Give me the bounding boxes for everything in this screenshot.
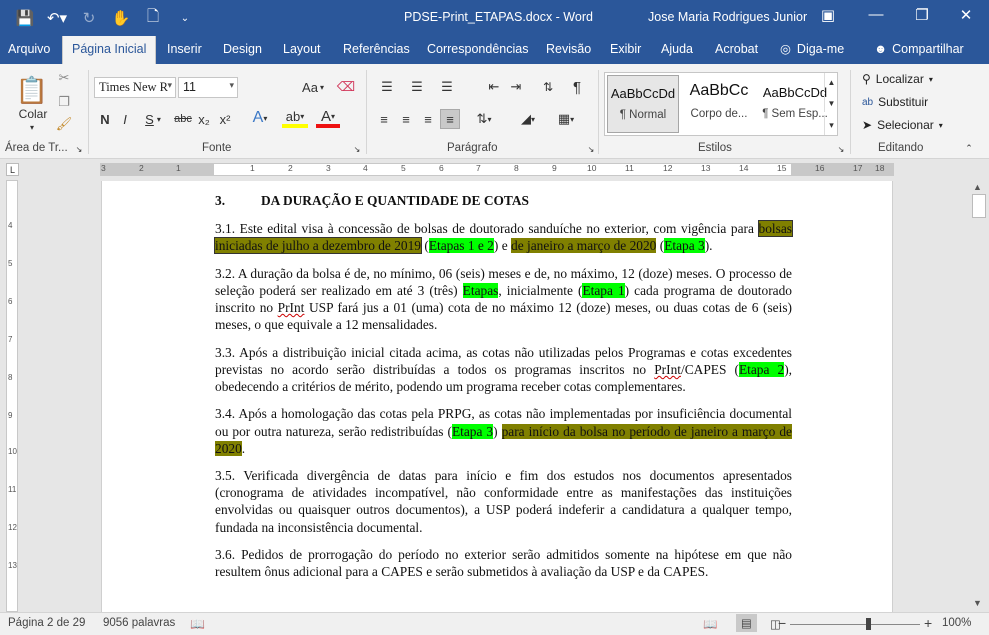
paragraph-launcher-icon[interactable]: ↘	[587, 144, 595, 154]
highlighted-text: Etapas	[462, 282, 499, 298]
ruler-num: 16	[815, 163, 825, 173]
left-margin	[101, 164, 214, 175]
bullets-icon[interactable]: ☰	[381, 79, 393, 94]
chevron-down-icon: ▾	[167, 81, 172, 91]
underline-label: S	[145, 111, 154, 127]
minimize-icon[interactable]: —	[868, 6, 884, 23]
ruler-num: 7	[476, 163, 481, 173]
replace-icon: ab	[862, 96, 874, 108]
tell-me-label: Diga-me	[796, 42, 845, 56]
ribbon-tabs	[0, 36, 989, 64]
text-run: )	[493, 423, 502, 439]
paste-dropdown-icon[interactable]: ▾	[29, 122, 34, 132]
tab-design[interactable]: Design	[223, 42, 262, 56]
styles-group-label: Estilos	[698, 142, 732, 154]
ruler-num: 13	[701, 163, 711, 173]
editing-group-label: Editando	[878, 142, 924, 154]
ribbon-display-icon[interactable]: ▣	[820, 7, 836, 24]
line-spacing-icon[interactable]: ⇅ ▾	[476, 111, 492, 126]
share-label: Compartilhar	[892, 42, 964, 56]
highlighted-text: Etapa 2	[738, 361, 785, 377]
customize-qat-icon[interactable]: ⌄	[180, 12, 190, 24]
tab-inserir[interactable]: Inserir	[167, 42, 202, 56]
ruler-num: 4	[363, 163, 368, 173]
status-bar	[0, 612, 989, 635]
ruler-num: 15	[777, 163, 787, 173]
format-painter-icon[interactable]: 🖌	[55, 116, 73, 131]
tell-me[interactable]	[780, 36, 844, 64]
save-icon[interactable]: 💾	[15, 10, 35, 27]
highlighted-text: Etapa 3	[664, 238, 705, 254]
document-body[interactable]	[215, 192, 792, 591]
scroll-thumb[interactable]	[972, 194, 986, 218]
ruler-num: 7	[8, 335, 13, 344]
highlighted-text: Etapa 3	[451, 423, 494, 439]
italic-button[interactable]: I	[123, 111, 127, 127]
zoom-in-icon[interactable]: +	[924, 615, 933, 631]
tab-correspondencias[interactable]: Correspondências	[427, 42, 529, 56]
document-page[interactable]	[101, 181, 893, 612]
paragraph-3-2	[215, 265, 792, 333]
style-name: Corpo de...	[690, 108, 748, 120]
style-name: ¶ Sem Esp...	[762, 108, 828, 120]
read-mode-icon[interactable]: 📖	[703, 619, 718, 631]
text-run: ), obedecendo a critérios de mérito, podendo um programa receber cotas complementares.	[215, 361, 793, 394]
increase-indent-icon[interactable]: ⇥	[510, 79, 522, 94]
clipboard-launcher-icon[interactable]: ↘	[75, 144, 83, 154]
ruler-num: 10	[8, 447, 17, 456]
web-layout-icon[interactable]: ◫	[770, 619, 781, 631]
paragraph-3-3	[215, 344, 792, 395]
align-left-icon[interactable]: ≡	[380, 111, 388, 127]
separator	[366, 70, 367, 154]
superscript-button[interactable]: x²	[219, 111, 231, 127]
ruler-num: 12	[8, 523, 17, 532]
tab-exibir[interactable]: Exibir	[610, 42, 642, 56]
change-case-label: Aa	[302, 79, 318, 95]
tab-ajuda[interactable]: Ajuda	[661, 42, 693, 56]
tab-pagina-inicial[interactable]: Página Inicial	[62, 36, 156, 64]
copy-icon[interactable]: ❐	[58, 94, 70, 109]
cursor-icon: ➤	[862, 118, 873, 132]
spelling-error-text: PrInt	[277, 299, 305, 315]
ruler-num: 8	[8, 373, 13, 382]
select-button[interactable]: ➤ Selecionar ▾	[862, 118, 943, 132]
subscript-button[interactable]: x₂	[198, 111, 210, 127]
font-name-combo[interactable]	[94, 77, 176, 98]
numbering-icon[interactable]: ☰	[411, 79, 423, 94]
style-body-text[interactable]	[683, 75, 755, 133]
search-icon: ⚲	[862, 72, 871, 86]
paragraph-3-4	[215, 405, 792, 456]
style-normal[interactable]	[607, 75, 679, 133]
ruler-num: 11	[625, 163, 634, 173]
style-preview: AaBbCc	[689, 82, 749, 99]
clipboard-group-label: Área de Tr...	[5, 142, 68, 154]
font-color-icon[interactable]: A ▾	[316, 108, 340, 128]
find-label: Localizar	[875, 72, 924, 86]
ruler-num: 14	[739, 163, 749, 173]
share-button[interactable]	[874, 36, 964, 64]
text-run: 3.1. Este edital visa à concessão de bolsas de doutorado sanduíche no exterior, com vigência para	[215, 221, 759, 237]
ruler-num: 13	[8, 561, 17, 570]
print-layout-icon[interactable]: ▤	[736, 614, 757, 632]
paragraph-3-1	[215, 220, 792, 254]
styles-launcher-icon[interactable]: ↘	[837, 144, 845, 154]
font-size-combo[interactable]	[178, 77, 238, 98]
scroll-up-icon[interactable]: ▲	[973, 182, 982, 192]
replace-button[interactable]	[862, 95, 928, 109]
text-run: /CAPES (	[681, 361, 739, 377]
font-name-value: Times New R	[99, 80, 168, 94]
text-run: .	[241, 440, 246, 456]
word-count[interactable]: 9056 palavras	[103, 617, 176, 629]
horizontal-ruler[interactable]	[100, 163, 894, 176]
ruler-num: 11	[8, 485, 17, 494]
ruler-num: 4	[8, 221, 13, 230]
tab-arquivo[interactable]: Arquivo	[8, 42, 51, 56]
ruler-num: 10	[587, 163, 597, 173]
ruler-num: 6	[439, 163, 444, 173]
heading-number: 3.	[215, 193, 226, 208]
tab-referencias[interactable]: Referências	[343, 42, 410, 56]
tab-selector-icon[interactable]: L	[6, 163, 19, 176]
style-preview: AaBbCcDd	[610, 86, 676, 101]
touch-mode-icon[interactable]: ✋	[111, 10, 131, 27]
quick-access-toolbar	[14, 8, 196, 28]
select-label: Selecionar	[877, 118, 934, 132]
paragraph-group-label: Parágrafo	[447, 142, 498, 154]
sort-icon[interactable]: ⇅	[542, 80, 554, 94]
separator	[598, 70, 599, 154]
text-run: 3.4. Após a homologação das cotas pela PRPG, as cotas não implementadas por insuficiência documental ou por outra natureza, serão redistribuídas (	[215, 406, 792, 439]
underline-button[interactable]: S ▾	[145, 111, 161, 127]
page-count[interactable]: Página 2 de 29	[8, 617, 86, 629]
ruler-num: 12	[663, 163, 673, 173]
borders-icon[interactable]: ▦ ▾	[557, 111, 575, 126]
chevron-down-icon: ▾	[229, 81, 234, 91]
tab-acrobat[interactable]: Acrobat	[715, 42, 759, 56]
paragraph-3-6: 3.6. Pedidos de prorrogação do período no exterior serão admitidos somente na hipótese em que não resultem ônus adicional para a CAPES e serão submetidos à avaliação da USP e da CAPES.	[215, 547, 792, 580]
replace-label: Substituir	[878, 95, 929, 109]
styles-gallery	[604, 72, 838, 136]
ruler-num: 17	[853, 163, 863, 173]
text-run: 3.3. Após a distribuição inicial citada acima, as cotas não utilizadas pelos Programas e cotas excedentes previstas no acordo serão distribuídas a todos os programas inscritos no	[215, 344, 792, 377]
text-run: (	[656, 238, 665, 254]
styles-scroll-down-icon[interactable]: ▼	[824, 94, 838, 112]
separator	[850, 70, 851, 154]
font-group-label: Fonte	[202, 142, 232, 154]
ruler-num: 5	[401, 163, 406, 173]
tab-revisao[interactable]: Revisão	[546, 42, 592, 56]
ruler-num: 18	[875, 163, 885, 173]
zoom-out-icon[interactable]: −	[778, 615, 787, 631]
multilevel-list-icon[interactable]: ☰	[441, 79, 453, 94]
person-icon: ☻	[874, 42, 888, 56]
ruler-num: 2	[288, 163, 293, 173]
spelling-error-text: PrInt	[654, 361, 681, 377]
align-right-icon[interactable]: ≡	[424, 111, 432, 127]
style-name: ¶ Normal	[619, 109, 667, 121]
text-run: , inicialmente (	[498, 282, 583, 298]
redo-icon[interactable]: ↻	[82, 10, 96, 27]
highlighted-text: Etapa 1	[582, 282, 625, 298]
ruler-num: 8	[514, 163, 519, 173]
highlighted-text: Etapas 1 e 2	[428, 238, 494, 254]
align-center-icon[interactable]: ≡	[402, 111, 410, 127]
bold-button[interactable]: N	[100, 111, 110, 127]
separator	[88, 70, 89, 154]
paste-label[interactable]: Colar	[18, 107, 48, 121]
highlighted-text: bolsas iniciadas de julho a dezembro de 2019	[215, 221, 792, 254]
text-run: ) cada programa de doutorado inscrito no	[215, 282, 793, 315]
undo-icon[interactable]: ↶▾	[46, 10, 68, 27]
ruler-num: 3	[326, 163, 331, 173]
user-name[interactable]: Jose Maria Rodrigues Junior	[648, 10, 808, 24]
shading-icon[interactable]: ◢ ▾	[520, 111, 535, 126]
ruler-num: 2	[139, 163, 144, 173]
justify-icon[interactable]: ≡	[440, 109, 460, 129]
ribbon	[0, 64, 989, 159]
highlighted-text: de janeiro a março de 2020	[511, 238, 657, 254]
heading-text: DA DURAÇÃO E QUANTIDADE DE COTAS	[261, 193, 529, 208]
find-button[interactable]: ⚲ Localizar ▾	[862, 72, 933, 86]
ruler-num: 9	[552, 163, 557, 173]
save-as-icon[interactable]: 🗋	[146, 7, 160, 25]
ruler-num: 1	[176, 163, 181, 173]
strikethrough-button[interactable]: abc	[174, 113, 192, 125]
collapse-ribbon-icon[interactable]: ⌃	[965, 142, 973, 153]
ruler-num: 9	[8, 411, 13, 420]
paragraph-3-5: 3.5. Verificada divergência de datas para início e fim dos estudos nos documentos apresentados (cronograma de atividades incompatível, não conformidade entre as manifestações das instituições envolvidas ou quaisquer outros documentos), a USP poderá indeferir a candidatura a qualquer tempo, fundada na inconsistência documental.	[215, 468, 792, 535]
clear-formatting-icon[interactable]: ⌫	[336, 79, 356, 94]
ruler-num: 6	[8, 297, 13, 306]
show-marks-icon[interactable]: ¶	[572, 78, 582, 96]
ruler-area	[0, 160, 989, 180]
decrease-indent-icon[interactable]: ⇤	[488, 79, 500, 94]
ruler-num: 1	[250, 163, 255, 173]
style-preview: AaBbCcDd	[762, 85, 828, 100]
close-icon[interactable]: ✕	[959, 7, 973, 24]
title-bar	[0, 0, 989, 36]
proofing-icon[interactable]: 📖	[190, 617, 205, 631]
font-launcher-icon[interactable]: ↘	[353, 144, 361, 154]
styles-scroll-up-icon[interactable]: ▲	[824, 73, 838, 91]
lightbulb-icon: ◎	[780, 42, 791, 56]
zoom-slider-thumb[interactable]	[866, 618, 871, 630]
text-run: 3.2. A duração da bolsa é de, no mínimo, 06 (seis) meses e de, no máximo, 12 (doze) meses. O processo de seleção poderá ser realizado em até 3 (três)	[215, 265, 792, 298]
document-title: PDSE-Print_ETAPAS.docx - Word	[404, 10, 593, 24]
text-effects-icon[interactable]: A ▾	[252, 109, 268, 126]
zoom-level[interactable]: 100%	[942, 617, 972, 629]
tab-layout[interactable]: Layout	[283, 42, 321, 56]
highlighted-text: para início da bolsa no período de janeiro a março de 2020	[215, 423, 792, 456]
scroll-down-icon[interactable]: ▼	[973, 598, 982, 608]
cut-icon[interactable]: ✂	[58, 70, 70, 85]
text-run: (	[421, 238, 429, 254]
paste-icon[interactable]: 📋	[15, 74, 49, 105]
text-run: USP fará jus a 01 (uma) cota de no máximo 12 (doze) meses, ou duas cotas de 6 (seis) meses, o que equivale a 12 mensalidades.	[215, 299, 792, 333]
highlight-color-icon[interactable]: ab ▾	[282, 108, 308, 128]
zoom-slider[interactable]	[790, 624, 920, 625]
vertical-ruler[interactable]	[6, 180, 18, 612]
font-size-value: 11	[183, 80, 196, 94]
vertical-scrollbar[interactable]	[969, 180, 989, 612]
ruler-num: 5	[8, 259, 13, 268]
change-case-button[interactable]: Aa ▾	[302, 79, 324, 95]
styles-more-icon[interactable]: ▾	[824, 115, 838, 135]
text-run: ).	[704, 238, 713, 254]
style-no-spacing[interactable]	[759, 75, 831, 133]
text-run: ) e	[493, 238, 511, 254]
ruler-num: 3	[101, 163, 106, 173]
restore-icon[interactable]: ❐	[915, 7, 929, 24]
section-heading	[215, 192, 792, 209]
